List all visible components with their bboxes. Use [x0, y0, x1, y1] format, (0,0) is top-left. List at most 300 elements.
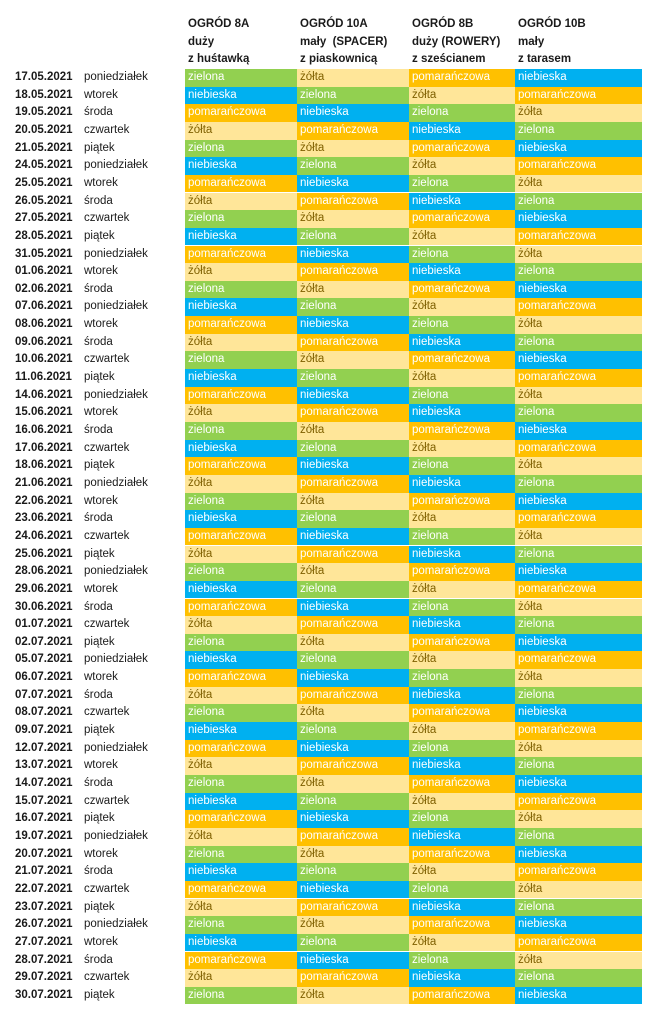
color-group-cell: niebieska — [297, 669, 409, 687]
color-group-cell: pomarańczowa — [185, 528, 297, 546]
color-group-cell: pomarańczowa — [409, 493, 515, 511]
row-date: 14.07.2021 — [15, 777, 73, 789]
color-group-cell: żółta — [297, 916, 409, 934]
row-weekday: środa — [84, 282, 113, 295]
color-group-cell: żółta — [185, 899, 297, 917]
color-group-cell: pomarańczowa — [297, 193, 409, 211]
row-date: 22.06.2021 — [15, 494, 73, 507]
row-weekday: czwartek — [84, 706, 130, 719]
color-group-cell: niebieska — [515, 987, 642, 1005]
color-group-cell: niebieska — [297, 881, 409, 899]
row-date: 24.05.2021 — [15, 159, 73, 172]
table-row — [0, 493, 651, 511]
color-group-cell: pomarańczowa — [185, 316, 297, 334]
color-group-cell: pomarańczowa — [515, 651, 642, 669]
row-date: 27.05.2021 — [15, 212, 73, 225]
row-date: 20.05.2021 — [15, 123, 73, 136]
row-weekday: piątek — [84, 812, 115, 825]
color-group-cell: żółta — [185, 263, 297, 281]
row-date: 26.05.2021 — [15, 194, 73, 207]
color-group-cell: zielona — [515, 263, 642, 281]
color-group-cell: żółta — [185, 475, 297, 493]
color-group-cell: żółta — [409, 87, 515, 105]
color-group-cell: pomarańczowa — [297, 404, 409, 422]
color-group-cell: pomarańczowa — [185, 175, 297, 193]
row-date: 08.07.2021 — [15, 706, 73, 719]
row-date: 26.07.2021 — [15, 918, 73, 931]
color-group-cell: pomarańczowa — [409, 987, 515, 1005]
table-row — [0, 351, 651, 369]
color-group-cell: żółta — [185, 687, 297, 705]
color-group-cell: zielona — [297, 298, 409, 316]
row-date: 21.06.2021 — [15, 476, 73, 489]
color-group-cell: żółta — [185, 193, 297, 211]
row-weekday: piątek — [84, 900, 115, 913]
table-row — [0, 863, 651, 881]
row-weekday: środa — [84, 600, 113, 613]
column-header-line: OGRÓD 8B — [412, 18, 474, 30]
color-group-cell: żółta — [409, 651, 515, 669]
color-group-cell: niebieska — [297, 175, 409, 193]
color-group-cell: pomarańczowa — [409, 916, 515, 934]
color-group-cell: zielona — [409, 246, 515, 264]
color-group-cell: żółta — [297, 704, 409, 722]
row-weekday: wtorek — [84, 847, 118, 860]
color-group-cell: pomarańczowa — [185, 246, 297, 264]
row-date: 18.06.2021 — [15, 459, 73, 472]
row-date: 17.06.2021 — [15, 441, 73, 454]
color-group-cell: pomarańczowa — [515, 863, 642, 881]
color-group-cell: niebieska — [185, 87, 297, 105]
color-group-cell: niebieska — [409, 475, 515, 493]
row-weekday: piątek — [84, 988, 115, 1001]
color-group-cell: zielona — [515, 475, 642, 493]
color-group-cell: żółta — [409, 722, 515, 740]
color-group-cell: żółta — [409, 157, 515, 175]
row-weekday: piątek — [84, 141, 115, 154]
row-date: 16.07.2021 — [15, 812, 73, 825]
color-group-cell: pomarańczowa — [409, 140, 515, 158]
column-header-line: duży (ROWERY) — [412, 35, 501, 48]
table-row — [0, 193, 651, 211]
row-date: 22.07.2021 — [15, 882, 73, 895]
color-group-cell: zielona — [297, 87, 409, 105]
row-date: 29.06.2021 — [15, 582, 73, 595]
color-group-cell: niebieska — [515, 210, 642, 228]
column-header-line: duży — [188, 35, 215, 48]
color-group-cell: niebieska — [297, 316, 409, 334]
color-group-cell: pomarańczowa — [409, 69, 515, 87]
row-weekday: czwartek — [84, 618, 130, 631]
color-group-cell: pomarańczowa — [515, 157, 642, 175]
color-group-cell: żółta — [297, 493, 409, 511]
color-group-cell: żółta — [185, 546, 297, 564]
color-group-cell: niebieska — [409, 334, 515, 352]
row-date: 08.06.2021 — [15, 318, 73, 331]
color-group-cell: niebieska — [409, 899, 515, 917]
row-date: 10.06.2021 — [15, 353, 73, 366]
row-date: 02.07.2021 — [15, 635, 73, 648]
row-weekday: piątek — [84, 724, 115, 737]
color-group-cell: zielona — [409, 528, 515, 546]
table-row — [0, 316, 651, 334]
color-group-cell: żółta — [515, 316, 642, 334]
table-row — [0, 899, 651, 917]
row-weekday: piątek — [84, 547, 115, 560]
color-group-cell: żółta — [409, 581, 515, 599]
row-weekday: środa — [84, 865, 113, 878]
color-group-cell: zielona — [185, 69, 297, 87]
row-weekday: środa — [84, 335, 113, 348]
color-group-cell: zielona — [515, 546, 642, 564]
color-group-cell: pomarańczowa — [515, 510, 642, 528]
row-date: 15.06.2021 — [15, 406, 73, 419]
color-group-cell: pomarańczowa — [515, 298, 642, 316]
row-weekday: środa — [84, 688, 113, 701]
color-group-cell: niebieska — [297, 246, 409, 264]
color-group-cell: żółta — [515, 246, 642, 264]
table-row — [0, 175, 651, 193]
color-group-cell: żółta — [297, 140, 409, 158]
color-group-cell: niebieska — [409, 616, 515, 634]
color-group-cell: niebieska — [515, 846, 642, 864]
color-group-cell: pomarańczowa — [297, 899, 409, 917]
color-group-cell: żółta — [185, 828, 297, 846]
row-weekday: czwartek — [84, 441, 130, 454]
color-group-cell: pomarańczowa — [409, 563, 515, 581]
row-weekday: poniedziałek — [84, 300, 148, 313]
color-group-cell: niebieska — [297, 810, 409, 828]
color-group-cell: zielona — [185, 563, 297, 581]
color-group-cell: niebieska — [185, 934, 297, 952]
row-weekday: środa — [84, 953, 113, 966]
table-row — [0, 69, 651, 87]
color-group-cell: zielona — [297, 651, 409, 669]
row-weekday: czwartek — [84, 794, 130, 807]
row-weekday: poniedziałek — [84, 829, 148, 842]
color-group-cell: pomarańczowa — [185, 952, 297, 970]
table-row — [0, 104, 651, 122]
row-weekday: środa — [84, 106, 113, 119]
column-header-4 — [518, 16, 586, 69]
color-group-cell: zielona — [409, 740, 515, 758]
row-weekday: wtorek — [84, 406, 118, 419]
color-group-cell: zielona — [297, 793, 409, 811]
table-row — [0, 528, 651, 546]
table-row — [0, 228, 651, 246]
row-date: 25.06.2021 — [15, 547, 73, 560]
row-weekday: czwartek — [84, 882, 130, 895]
color-group-cell: niebieska — [409, 828, 515, 846]
column-header-2 — [300, 16, 387, 69]
table-row — [0, 140, 651, 158]
color-group-cell: zielona — [515, 122, 642, 140]
row-date: 12.07.2021 — [15, 741, 73, 754]
row-date: 13.07.2021 — [15, 759, 73, 772]
color-group-cell: niebieska — [409, 263, 515, 281]
row-weekday: środa — [84, 424, 113, 436]
color-group-cell: żółta — [297, 634, 409, 652]
table-row — [0, 793, 651, 811]
color-group-cell: zielona — [409, 881, 515, 899]
color-group-cell: żółta — [297, 69, 409, 87]
color-group-cell: zielona — [297, 440, 409, 458]
color-group-cell: niebieska — [297, 104, 409, 122]
row-date: 07.06.2021 — [15, 300, 73, 313]
table-row — [0, 369, 651, 387]
color-group-cell: żółta — [409, 298, 515, 316]
color-group-cell: żółta — [515, 387, 642, 405]
row-date: 14.06.2021 — [15, 388, 73, 401]
color-group-cell: niebieska — [185, 510, 297, 528]
color-group-cell: niebieska — [515, 351, 642, 369]
color-group-cell: pomarańczowa — [409, 846, 515, 864]
row-date: 19.05.2021 — [15, 106, 73, 119]
color-group-cell: zielona — [409, 599, 515, 617]
color-group-cell: niebieska — [409, 546, 515, 564]
table-row — [0, 263, 651, 281]
table-row — [0, 210, 651, 228]
column-header-line: z piaskownicą — [300, 53, 378, 66]
color-group-cell: żółta — [409, 934, 515, 952]
row-weekday: piątek — [84, 371, 115, 384]
table-row — [0, 952, 651, 970]
color-group-cell: zielona — [185, 493, 297, 511]
table-row — [0, 740, 651, 758]
table-row — [0, 722, 651, 740]
color-group-cell: zielona — [515, 828, 642, 846]
color-group-cell: niebieska — [515, 281, 642, 299]
table-row — [0, 457, 651, 475]
color-group-cell: zielona — [515, 193, 642, 211]
row-date: 20.07.2021 — [15, 847, 73, 860]
table-row — [0, 387, 651, 405]
row-weekday: piątek — [84, 229, 115, 242]
color-group-cell: żółta — [185, 616, 297, 634]
color-group-cell: żółta — [409, 228, 515, 246]
row-weekday: wtorek — [84, 671, 118, 684]
color-group-cell: zielona — [409, 810, 515, 828]
color-group-cell: pomarańczowa — [297, 263, 409, 281]
table-row — [0, 440, 651, 458]
color-group-cell: niebieska — [185, 651, 297, 669]
row-date: 01.07.2021 — [15, 618, 73, 631]
row-date: 21.07.2021 — [15, 865, 73, 878]
color-group-cell: żółta — [297, 987, 409, 1005]
column-header-3 — [412, 16, 500, 69]
color-group-cell: pomarańczowa — [185, 387, 297, 405]
color-group-cell: zielona — [297, 581, 409, 599]
color-group-cell: pomarańczowa — [515, 87, 642, 105]
color-group-cell: pomarańczowa — [185, 810, 297, 828]
color-group-cell: żółta — [409, 863, 515, 881]
color-group-cell: żółta — [515, 599, 642, 617]
color-group-cell: żółta — [409, 369, 515, 387]
table-row — [0, 281, 651, 299]
table-row — [0, 599, 651, 617]
color-group-cell: niebieska — [185, 863, 297, 881]
row-date: 24.06.2021 — [15, 529, 73, 542]
color-group-cell: niebieska — [409, 122, 515, 140]
row-date: 09.06.2021 — [15, 335, 73, 348]
color-group-cell: niebieska — [515, 69, 642, 87]
color-group-cell: żółta — [515, 175, 642, 193]
color-group-cell: zielona — [185, 140, 297, 158]
color-group-cell: żółta — [515, 104, 642, 122]
color-group-cell: niebieska — [297, 599, 409, 617]
table-row — [0, 757, 651, 775]
color-group-cell: żółta — [185, 122, 297, 140]
row-weekday: piątek — [84, 459, 115, 472]
row-date: 23.06.2021 — [15, 512, 73, 525]
row-date: 19.07.2021 — [15, 829, 73, 842]
row-weekday: poniedziałek — [84, 476, 148, 489]
color-group-cell: zielona — [515, 969, 642, 987]
row-date: 28.06.2021 — [15, 565, 73, 578]
table-row — [0, 298, 651, 316]
color-group-cell: niebieska — [515, 704, 642, 722]
color-group-cell: niebieska — [185, 157, 297, 175]
color-group-cell: pomarańczowa — [515, 934, 642, 952]
color-group-cell: pomarańczowa — [297, 475, 409, 493]
row-date: 09.07.2021 — [15, 724, 73, 737]
column-header-line: mały — [518, 35, 545, 48]
color-group-cell: niebieska — [297, 457, 409, 475]
row-weekday: poniedziałek — [84, 71, 148, 83]
color-group-cell: żółta — [185, 969, 297, 987]
color-group-cell: zielona — [185, 916, 297, 934]
color-group-cell: pomarańczowa — [185, 104, 297, 122]
color-group-cell: zielona — [297, 510, 409, 528]
color-group-cell: niebieska — [297, 528, 409, 546]
color-group-cell: zielona — [409, 952, 515, 970]
row-weekday: środa — [84, 512, 113, 525]
row-weekday: czwartek — [84, 529, 130, 542]
color-group-cell: pomarańczowa — [409, 634, 515, 652]
color-group-cell: żółta — [515, 669, 642, 687]
color-group-cell: zielona — [409, 457, 515, 475]
table-row — [0, 916, 651, 934]
color-group-cell: zielona — [297, 722, 409, 740]
column-header-line: z huśtawką — [188, 53, 250, 66]
row-date: 18.05.2021 — [15, 88, 73, 101]
column-header-1 — [188, 16, 249, 69]
table-row — [0, 87, 651, 105]
color-group-cell: niebieska — [185, 440, 297, 458]
row-date: 01.06.2021 — [15, 265, 73, 278]
table-row — [0, 404, 651, 422]
row-date: 06.07.2021 — [15, 671, 73, 684]
table-row — [0, 687, 651, 705]
row-weekday: poniedziałek — [84, 247, 148, 260]
row-weekday: wtorek — [84, 494, 118, 507]
color-group-cell: zielona — [297, 863, 409, 881]
row-weekday: środa — [84, 777, 113, 789]
color-group-cell: żółta — [409, 510, 515, 528]
row-date: 05.07.2021 — [15, 653, 73, 666]
color-group-cell: pomarańczowa — [185, 457, 297, 475]
color-group-cell: zielona — [185, 987, 297, 1005]
color-group-cell: pomarańczowa — [515, 228, 642, 246]
color-group-cell: zielona — [297, 157, 409, 175]
row-date: 17.05.2021 — [15, 71, 73, 83]
color-group-cell: zielona — [515, 899, 642, 917]
color-group-cell: pomarańczowa — [297, 757, 409, 775]
color-group-cell: zielona — [185, 846, 297, 864]
table-row — [0, 969, 651, 987]
row-weekday: czwartek — [84, 971, 130, 984]
color-group-cell: niebieska — [409, 757, 515, 775]
row-date: 21.05.2021 — [15, 141, 73, 154]
table-row — [0, 546, 651, 564]
table-row — [0, 881, 651, 899]
column-header-line: z sześcianem — [412, 53, 486, 66]
row-weekday: wtorek — [84, 935, 118, 948]
table-row — [0, 987, 651, 1005]
color-group-cell: żółta — [185, 757, 297, 775]
color-group-cell: niebieska — [515, 634, 642, 652]
color-group-cell: żółta — [515, 528, 642, 546]
row-weekday: wtorek — [84, 88, 118, 101]
column-header-line: OGRÓD 10A — [300, 18, 368, 30]
color-group-cell: żółta — [297, 846, 409, 864]
color-group-cell: pomarańczowa — [185, 881, 297, 899]
color-group-cell: zielona — [185, 351, 297, 369]
color-group-cell: żółta — [409, 793, 515, 811]
row-date: 11.06.2021 — [15, 371, 72, 384]
color-group-cell: niebieska — [297, 740, 409, 758]
color-group-cell: zielona — [409, 104, 515, 122]
row-date: 16.06.2021 — [15, 424, 73, 436]
row-weekday: wtorek — [84, 759, 118, 772]
row-weekday: poniedziałek — [84, 741, 148, 754]
row-date: 30.06.2021 — [15, 600, 73, 613]
row-date: 28.07.2021 — [15, 953, 73, 966]
table-row — [0, 775, 651, 793]
table-row — [0, 616, 651, 634]
row-date: 02.06.2021 — [15, 282, 73, 295]
color-group-cell: żółta — [515, 810, 642, 828]
row-date: 23.07.2021 — [15, 900, 73, 913]
color-group-cell: zielona — [515, 616, 642, 634]
row-weekday: poniedziałek — [84, 653, 148, 666]
column-header-line: z tarasem — [518, 53, 572, 66]
color-group-cell: zielona — [515, 334, 642, 352]
color-group-cell: niebieska — [515, 422, 642, 440]
color-group-cell: zielona — [515, 404, 642, 422]
row-weekday: czwartek — [84, 353, 130, 366]
color-group-cell: pomarańczowa — [515, 369, 642, 387]
row-weekday: poniedziałek — [84, 388, 148, 401]
color-group-cell: niebieska — [185, 298, 297, 316]
color-group-cell: pomarańczowa — [515, 722, 642, 740]
color-group-cell: zielona — [515, 757, 642, 775]
color-group-cell: pomarańczowa — [515, 440, 642, 458]
table-row — [0, 846, 651, 864]
color-group-cell: pomarańczowa — [297, 334, 409, 352]
color-group-cell: zielona — [185, 704, 297, 722]
column-header-line: OGRÓD 10B — [518, 18, 586, 30]
color-group-cell: pomarańczowa — [297, 969, 409, 987]
color-group-cell: zielona — [515, 687, 642, 705]
row-date: 28.05.2021 — [15, 229, 73, 242]
color-group-cell: niebieska — [515, 140, 642, 158]
row-weekday: czwartek — [84, 212, 130, 225]
row-date: 25.05.2021 — [15, 176, 73, 189]
color-group-cell: niebieska — [297, 952, 409, 970]
row-weekday: czwartek — [84, 123, 130, 136]
color-group-cell: niebieska — [185, 228, 297, 246]
